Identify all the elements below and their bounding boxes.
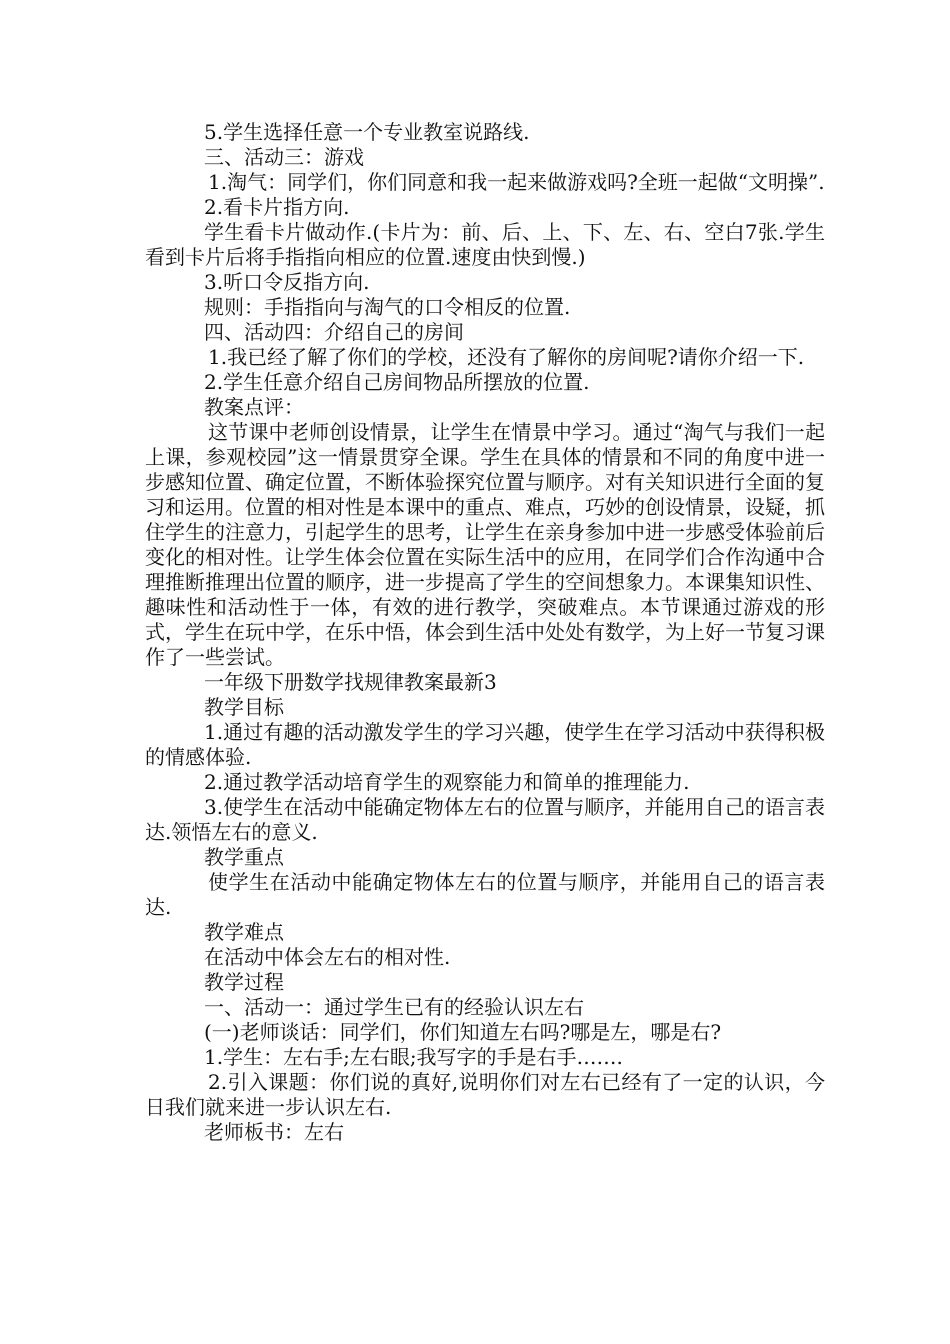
paragraph: 老师板书：左右	[204, 1120, 344, 1144]
paragraph: 3.使学生在活动中能确定物体左右的位置与顺序，并能用自己的语言表达.领悟左右的意义.	[145, 795, 825, 844]
section-heading: 教学过程	[204, 970, 284, 994]
section-heading: 四、活动四：介绍自己的房间	[204, 320, 464, 344]
section-heading: 教学目标	[204, 695, 284, 719]
section-heading: 三、活动三：游戏	[204, 145, 364, 169]
section-heading: 教学重点	[204, 845, 284, 869]
paragraph: (一)老师谈话：同学们，你们知道左右吗?哪是左，哪是右?	[204, 1020, 722, 1044]
document-title: 一年级下册数学找规律教案最新3	[204, 670, 497, 694]
document-body	[145, 120, 825, 1145]
section-heading: 一、活动一：通过学生已有的经验认识左右	[204, 995, 584, 1019]
paragraph: 1.淘气：同学们，你们同意和我一起来做游戏吗?全班一起做“文明操”.	[208, 170, 825, 194]
paragraph: 1.通过有趣的活动激发学生的学习兴趣，使学生在学习活动中获得积极的情感体验.	[145, 720, 825, 769]
section-heading: 教案点评：	[204, 395, 304, 419]
paragraph: 5.学生选择任意一个专业教室说路线.	[204, 120, 530, 144]
paragraph: 2.学生任意介绍自己房间物品所摆放的位置.	[204, 370, 590, 394]
paragraph: 在活动中体会左右的相对性.	[204, 945, 451, 969]
paragraph: 学生看卡片做动作.(卡片为：前、后、上、下、左、右、空白7张.学生看到卡片后将手指指向相应的位置.速度由快到慢.)	[145, 220, 825, 269]
paragraph: 1.学生：左右手;左右眼;我写字的手是右手…….	[204, 1045, 623, 1069]
paragraph: 3.听口令反指方向.	[204, 270, 370, 294]
paragraph: 规则：手指指向与淘气的口令相反的位置.	[204, 295, 571, 319]
paragraph: 使学生在活动中能确定物体左右的位置与顺序，并能用自己的语言表达.	[145, 870, 825, 919]
paragraph: 这节课中老师创设情景，让学生在情景中学习。通过“淘气与我们一起上课，参观校园”这一情景贯穿全课。学生在具体的情景和不同的角度中进一步感知位置、确定位置，不断体验探究位置与顺序。对有关知识进行全面的复习和运用。位置的相对性是本课中的重点、难点，巧妙的创设情景，设疑，抓住学生的注意力，引起学生的思考，让学生在亲身参加中进一步感受体验前后变化的相对性。让学生体会位置在实际生活中的应用，在同学们合作沟通中合理推断推理出位置的顺序，进一步提高了学生的空间想象力。本课集知识性、趣味性和活动性于一体，有效的进行教学，突破难点。本节课通过游戏的形式，学生在玩中学，在乐中悟，体会到生活中处处有数学，为上好一节复习课作了一些尝试。	[145, 420, 825, 669]
paragraph: 1.我已经了解了你们的学校，还没有了解你的房间呢?请你介绍一下.	[208, 345, 805, 369]
paragraph: 2.通过教学活动培育学生的观察能力和简单的推理能力.	[204, 770, 690, 794]
paragraph: 2.引入课题：你们说的真好,说明你们对左右已经有了一定的认识，今日我们就来进一步认识左右.	[145, 1070, 825, 1119]
section-heading: 教学难点	[204, 920, 284, 944]
paragraph: 2.看卡片指方向.	[204, 195, 350, 219]
